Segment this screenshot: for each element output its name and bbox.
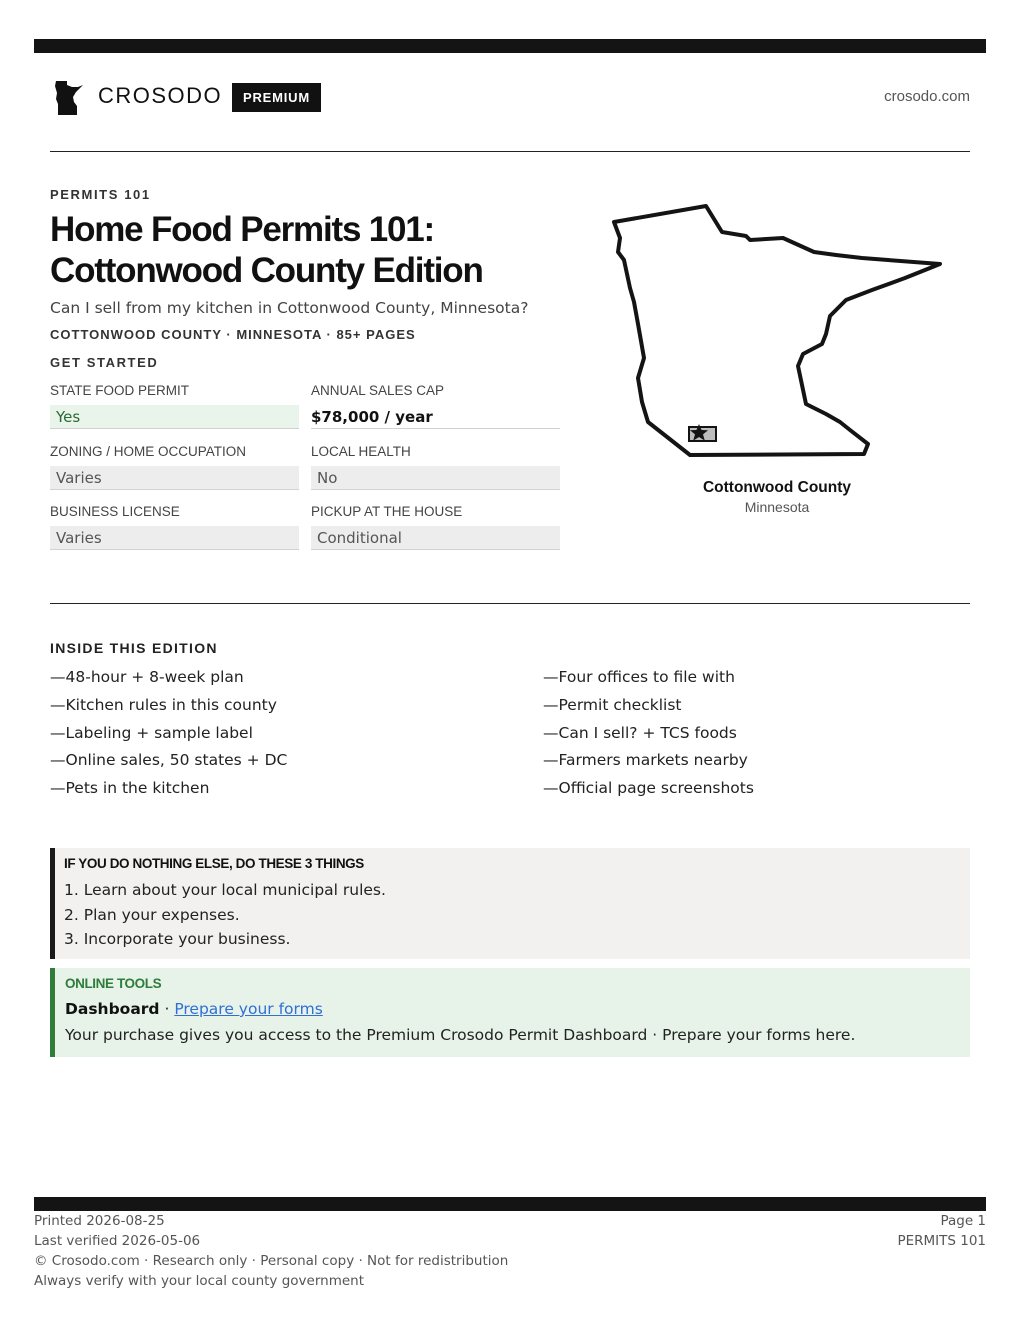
contents-list-right — [543, 665, 983, 804]
fact-zoning — [50, 444, 299, 490]
prepare-forms-link[interactable]: Prepare your forms — [174, 1000, 323, 1018]
fact-label: LOCAL HEALTH — [311, 444, 411, 459]
fact-business-license — [50, 504, 299, 550]
printed-date: Printed 2026-08-25 — [34, 1213, 165, 1229]
callout-heading: ONLINE TOOLS — [65, 976, 162, 991]
site-url[interactable]: crosodo.com — [884, 88, 970, 105]
copyright-notice: © Crosodo.com · Research only · Personal copy · Not for redistribution — [34, 1253, 509, 1269]
list-item: —Online sales, 50 states + DC — [50, 751, 288, 770]
fact-state-food-permit — [50, 383, 299, 429]
fact-value: Varies — [50, 526, 299, 550]
step-item: 1. Learn about your local municipal rules. — [64, 881, 386, 899]
list-item: —Can I sell? + TCS foods — [543, 723, 737, 742]
state-map — [600, 198, 950, 468]
fact-value: Yes — [50, 405, 299, 429]
fact-value: Conditional — [311, 526, 560, 550]
footer-section: PERMITS 101 — [897, 1233, 986, 1249]
get-started-heading: GET STARTED — [50, 355, 159, 370]
footer-right — [897, 1211, 986, 1251]
list-item: —Labeling + sample label — [50, 723, 253, 742]
section-kicker: PERMITS 101 — [50, 187, 151, 202]
tools-links — [65, 1000, 323, 1018]
list-item: —Pets in the kitchen — [50, 779, 210, 798]
masthead — [50, 76, 970, 120]
page-title — [50, 209, 580, 291]
brand-name[interactable]: CROSODO — [98, 83, 223, 108]
list-item: —Permit checklist — [543, 695, 682, 714]
step-item: 2. Plan your expenses. — [64, 905, 240, 924]
minnesota-outline — [614, 206, 940, 455]
fact-label: ANNUAL SALES CAP — [311, 383, 445, 398]
tools-description: Your purchase gives you access to the Premium Crosodo Permit Dashboard · Prepare your forms here. — [65, 1026, 856, 1044]
verified-date: Last verified 2026-05-06 — [34, 1233, 201, 1249]
header-divider — [50, 151, 970, 152]
fact-local-health — [311, 444, 560, 490]
fact-label: ZONING / HOME OCCUPATION — [50, 444, 247, 459]
contents-list-left — [50, 665, 490, 804]
fact-label: STATE FOOD PERMIT — [50, 383, 190, 398]
fact-value: $78,000 / year — [311, 405, 560, 429]
callout-heading: IF YOU DO NOTHING ELSE, DO THESE 3 THINGS — [64, 856, 364, 871]
must-do-steps — [64, 879, 386, 953]
list-item: —Kitchen rules in this county — [50, 695, 277, 714]
map-caption — [642, 479, 912, 515]
list-item: —48-hour + 8-week plan — [50, 668, 244, 686]
disclaimer: Always verify with your local county government — [34, 1273, 364, 1289]
section-divider — [50, 603, 970, 604]
footer-left — [34, 1211, 508, 1291]
fact-annual-sales-cap — [311, 383, 560, 429]
page-number: Page 1 — [940, 1213, 986, 1229]
title-line-1: Home Food Permits 101: — [50, 210, 434, 249]
list-item: —Official page screenshots — [543, 779, 754, 798]
must-do-callout — [50, 848, 970, 959]
top-rule-bar — [34, 39, 986, 53]
map-county-name: Cottonwood County — [702, 479, 852, 496]
online-tools-callout — [50, 968, 970, 1057]
list-item: —Farmers markets nearby — [543, 751, 748, 770]
bottom-rule-bar — [34, 1197, 986, 1211]
title-line-2: Cottonwood County Edition — [50, 251, 483, 290]
dashboard-label: Dashboard — [65, 1000, 160, 1018]
premium-badge: PREMIUM — [232, 83, 321, 112]
fact-value: Varies — [50, 466, 299, 490]
fact-label: PICKUP AT THE HOUSE — [311, 504, 463, 519]
fact-pickup — [311, 504, 560, 550]
page-subtitle: Can I sell from my kitchen in Cottonwood County, Minnesota? — [50, 299, 529, 317]
separator: · — [159, 1000, 175, 1018]
fact-label: BUSINESS LICENSE — [50, 504, 180, 519]
minnesota-logo-icon — [54, 80, 84, 116]
inside-edition-heading: INSIDE THIS EDITION — [50, 640, 218, 656]
fact-value: No — [311, 466, 560, 490]
list-item: —Four offices to file with — [543, 668, 735, 686]
map-state-name: Minnesota — [744, 499, 810, 515]
edition-meta: COTTONWOOD COUNTY · MINNESOTA · 85+ PAGES — [50, 327, 416, 342]
step-item: 3. Incorporate your business. — [64, 930, 291, 948]
